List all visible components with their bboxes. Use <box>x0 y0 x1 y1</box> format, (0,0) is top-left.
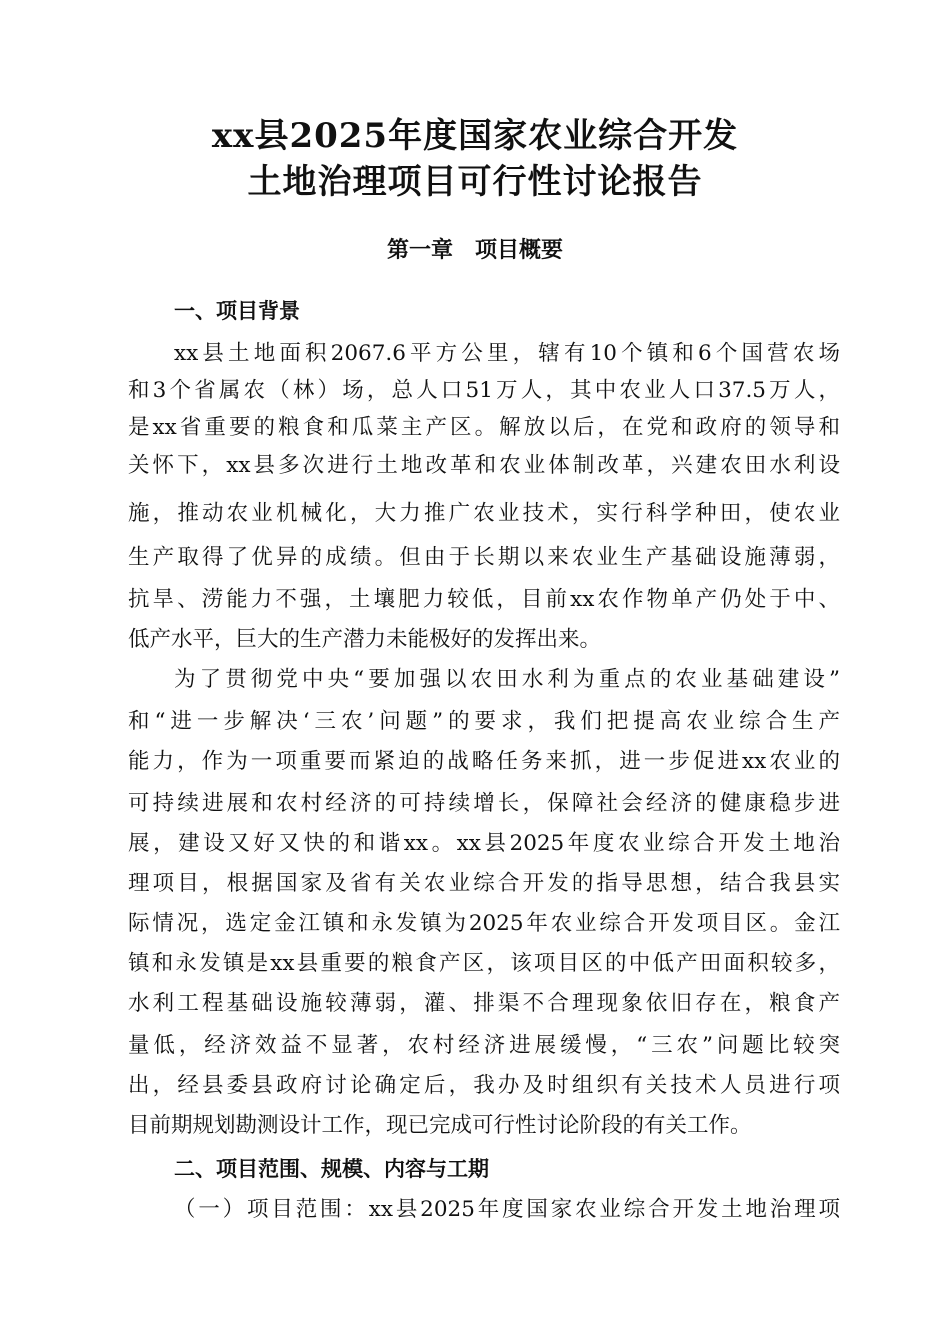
paragraph-line: 目前期规划勘测设计工作，现已完成可行性讨论阶段的有关工作。 <box>128 1113 752 1138</box>
paragraph-line: 出，经县委县政府讨论确定后，我办及时组织有关技术人员进行项 <box>128 1073 840 1098</box>
document-title-line-2: 土地治理项目可行性讨论报告 <box>247 162 703 202</box>
paragraph-line: 和“进一步解决‘三农’问题”的要求，我们把提高农业综合生产 <box>128 709 840 734</box>
section-heading-background: 一、项目背景 <box>174 299 300 323</box>
paragraph-line: 生产取得了优异的成绩。但由于长期以来农业生产基础设施薄弱， <box>128 545 840 570</box>
paragraph-line: 和3个省属农（林）场，总人口51万人，其中农业人口37.5万人， <box>128 378 840 403</box>
paragraph-line: 际情况，选定金江镇和永发镇为2025年农业综合开发项目区。金江 <box>128 911 840 936</box>
paragraph-line: 可持续进展和农村经济的可持续增长，保障社会经济的健康稳步进 <box>128 791 840 816</box>
paragraph-line: 理项目，根据国家及省有关农业综合开发的指导思想，结合我县实 <box>128 871 840 896</box>
paragraph-line: 低产水平，巨大的生产潜力未能极好的发挥出来。 <box>128 627 602 652</box>
paragraph-line: 量低，经济效益不显著，农村经济进展缓慢，“三农”问题比较突 <box>128 1033 840 1058</box>
paragraph-line: 展，建设又好又快的和谐xx。xx县2025年度农业综合开发土地治 <box>128 831 840 856</box>
paragraph-line: 施，推动农业机械化，大力推广农业技术，实行科学种田，使农业 <box>128 501 840 526</box>
paragraph-line: 关怀下，xx县多次进行土地改革和农业体制改革，兴建农田水利设 <box>128 453 840 478</box>
paragraph-line: 水利工程基础设施较薄弱，灌、排渠不合理现象依旧存在，粮食产 <box>128 991 840 1016</box>
paragraph-line: xx县土地面积2067.6平方公里，辖有10个镇和6个国营农场 <box>174 341 840 366</box>
paragraph-line: 镇和永发镇是xx县重要的粮食产区，该项目区的中低产田面积较多， <box>128 951 840 976</box>
paragraph-line: 能力，作为一项重要而紧迫的战略任务来抓，进一步促进xx农业的 <box>128 749 840 774</box>
paragraph-line: （一）项目范围：xx县2025年度国家农业综合开发土地治理项 <box>174 1197 840 1222</box>
document-title-line-1: xx县2025年度国家农业综合开发 <box>211 116 739 156</box>
paragraph-line: 抗旱、涝能力不强，土壤肥力较低，目前xx农作物单产仍处于中、 <box>128 587 840 612</box>
section-heading-scope: 二、项目范围、规模、内容与工期 <box>174 1157 489 1181</box>
chapter-title: 第一章 项目概要 <box>386 238 563 263</box>
paragraph-line: 为了贯彻党中央“要加强以农田水利为重点的农业基础建设” <box>174 667 840 692</box>
paragraph-line: 是xx省重要的粮食和瓜菜主产区。解放以后，在党和政府的领导和 <box>128 415 840 440</box>
